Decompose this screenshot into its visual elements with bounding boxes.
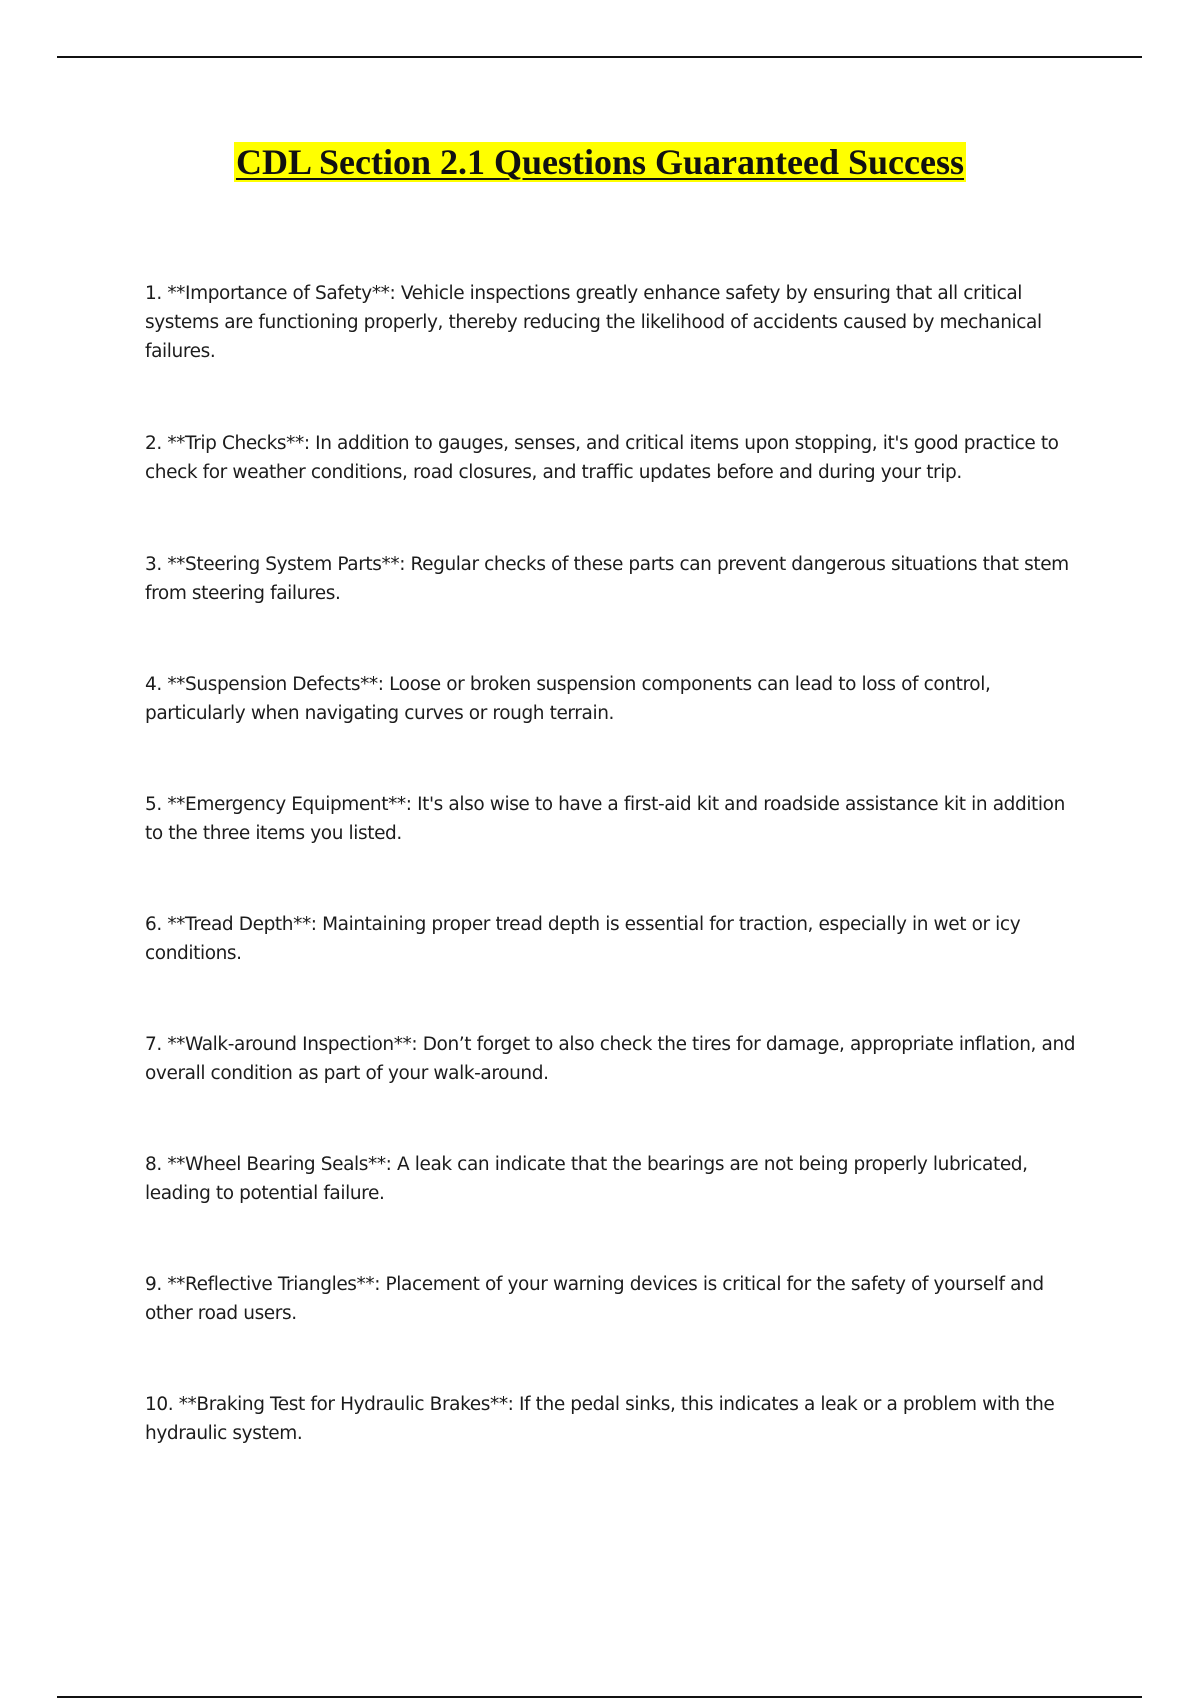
bottom-rule	[57, 1696, 1142, 1698]
list-item: 4. **Suspension Defects**: Loose or broken suspension components can lead to loss of control, particularly when navigating curves or rough terrain.	[145, 674, 991, 724]
document-title: CDL Section 2.1 Questions Guaranteed Success	[235, 142, 965, 182]
list-item: 8. **Wheel Bearing Seals**: A leak can indicate that the bearings are not being properly lubricated, leading to potential failure.	[145, 1154, 1028, 1204]
list-item: 2. **Trip Checks**: In addition to gauges, senses, and critical items upon stopping, it's good practice to check for weather conditions, road closures, and traffic updates before and during your trip.	[145, 433, 1059, 483]
list-item: 3. **Steering System Parts**: Regular checks of these parts can prevent dangerous situations that stem from steering failures.	[145, 554, 1069, 604]
list-item: 1. **Importance of Safety**: Vehicle inspections greatly enhance safety by ensuring that all critical systems are functioning properly, thereby reducing the likelihood of accidents caused by mechanical failures.	[145, 283, 1042, 362]
list-item: 9. **Reflective Triangles**: Placement of your warning devices is critical for the safety of yourself and other road users.	[145, 1274, 1044, 1324]
list-item: 6. **Tread Depth**: Maintaining proper tread depth is essential for traction, especially in wet or icy conditions.	[145, 914, 1021, 964]
title-container	[0, 142, 1200, 182]
list-item: 7. **Walk-around Inspection**: Don’t forget to also check the tires for damage, appropriate inflation, and overall condition as part of your walk-around.	[145, 1034, 1076, 1084]
list-item: 5. **Emergency Equipment**: It's also wise to have a first-aid kit and roadside assistance kit in addition to the three items you listed.	[145, 794, 1065, 844]
top-rule	[57, 56, 1142, 58]
list-item: 10. **Braking Test for Hydraulic Brakes**: If the pedal sinks, this indicates a leak or a problem with the hydraulic system.	[145, 1394, 1055, 1444]
